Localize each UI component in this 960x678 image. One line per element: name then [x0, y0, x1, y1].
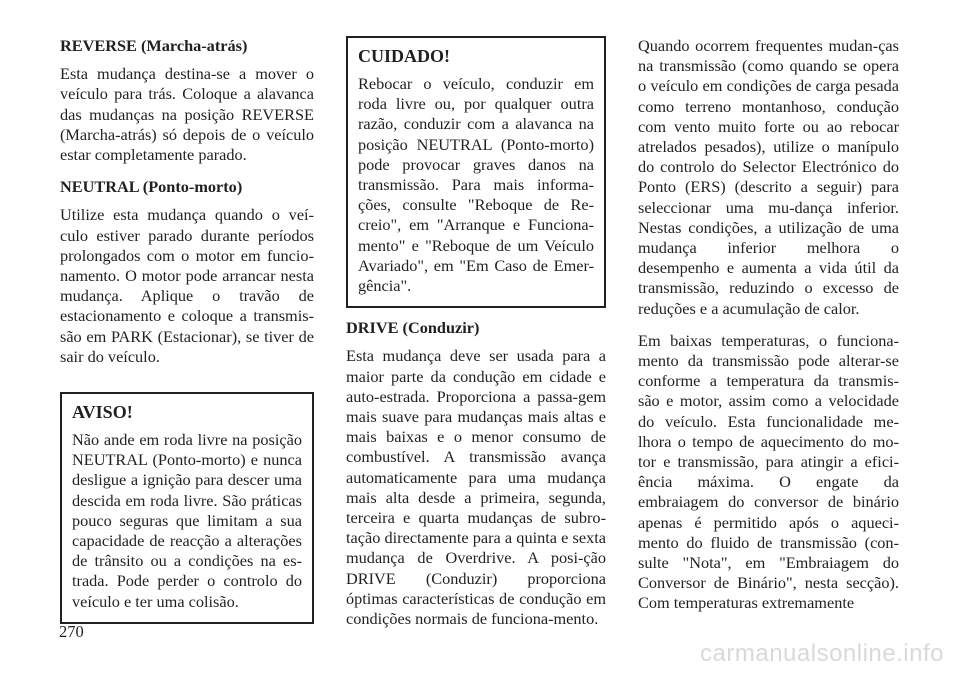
frequent-shifts-paragraph: Quando ocorrem frequentes mudan-ças na transmissão (como quando se opera o veículo em condições de carga pesada como terreno montanhoso, condução com vento muito forte ou ao rebocar atrelados pesados), utilize o manípulo do controlo do Selector Electrónico do Ponto (ERS) (descrito a seguir) para seleccionar uma mu-dança inferior. Nestas condições, a utilização de uma mudança inferior melhora o desempenho e aumenta a vida útil da transmissão, reduzindo o excesso de reduções e a acumulação de calor. — [638, 36, 899, 318]
warning-box — [60, 392, 314, 624]
page-number: 270 — [59, 622, 84, 641]
caution-title: CUIDADO! — [358, 46, 450, 66]
warning-title: AVISO! — [72, 402, 133, 423]
drive-paragraph: Esta mudança deve ser usada para a maior parte da condução em cidade e auto-estrada. Proporciona a passa-gem mais suave para mudanças mais altas e mais baixas e o menor consumo de combustível. A transmissão avança automaticamente para uma mudança mais alta desde a primeira, segunda, terceira e quarta mudanças de subro-tação directamente para a quinta e sexta mudança de Overdrive. A posi-ção DRIVE (Conduzir) proporciona óptimas características de condução em condições normais de funciona-mento. — [346, 346, 606, 629]
low-temperature-paragraph: Em baixas temperaturas, o funciona-mento da transmissão pode alterar-se conforme a temperatura da transmis-são e motor, assim como a velocidade do veículo. Esta funcionalidade me-lhora o tempo de aquecimento do mo-tor e transmissão, para atingir a efici-ência máxima. O engate da embraiagem do conversor de binário apenas é permitido após o aqueci-mento do fluido de transmissão (con-sulte "Nota", em "Embraiagem do Conversor de Binário", nesta secção). Com temperaturas extremamente — [638, 330, 899, 613]
watermark: carmanualsonline.info — [700, 640, 944, 667]
neutral-heading: NEUTRAL (Ponto-morto) — [60, 177, 243, 197]
warning-text: Não ande em roda livre na posição NEUTRAL (Ponto-morto) e nunca desligue a ignição para descer uma descida em roda livre. São práticas pouco seguras que limitam a sua capacidade de reacção a alterações de trânsito ou a condições na es-trada. Pode perder o controlo do veículo e ter uma colisão. — [72, 430, 302, 611]
drive-heading: DRIVE (Conduzir) — [346, 318, 480, 338]
reverse-paragraph: Esta mudança destina-se a mover o veículo para trás. Coloque a alavanca das mudanças na posição REVERSE (Marcha-atrás) só depois de o veículo estar completamente parado. — [60, 64, 314, 165]
column-left — [60, 36, 314, 624]
reverse-heading: REVERSE (Marcha-atrás) — [60, 36, 248, 55]
column-right — [638, 36, 899, 626]
neutral-paragraph: Utilize esta mudança quando o veí-culo estiver parado durante períodos prolongados com o motor em funcio-namento. O motor pode arrancar nesta mudança. Aplique o travão de estacionamento e coloque a transmis-são em PARK (Estacionar), se tiver de sair do veículo. — [60, 205, 314, 366]
column-middle — [346, 36, 606, 641]
caution-text: Rebocar o veículo, conduzir em roda livre ou, por qualquer outra razão, conduzir com a alavanca na posição NEUTRAL (Ponto-morto) pode provocar graves danos na transmissão. Para mais informa-ções, consulte "Reboque de Re-creio", em "Arranque e Funciona-mento" e "Reboque de um Veículo Avariado", em "Em Caso de Emer-gência". — [358, 74, 594, 296]
caution-box — [346, 36, 606, 308]
